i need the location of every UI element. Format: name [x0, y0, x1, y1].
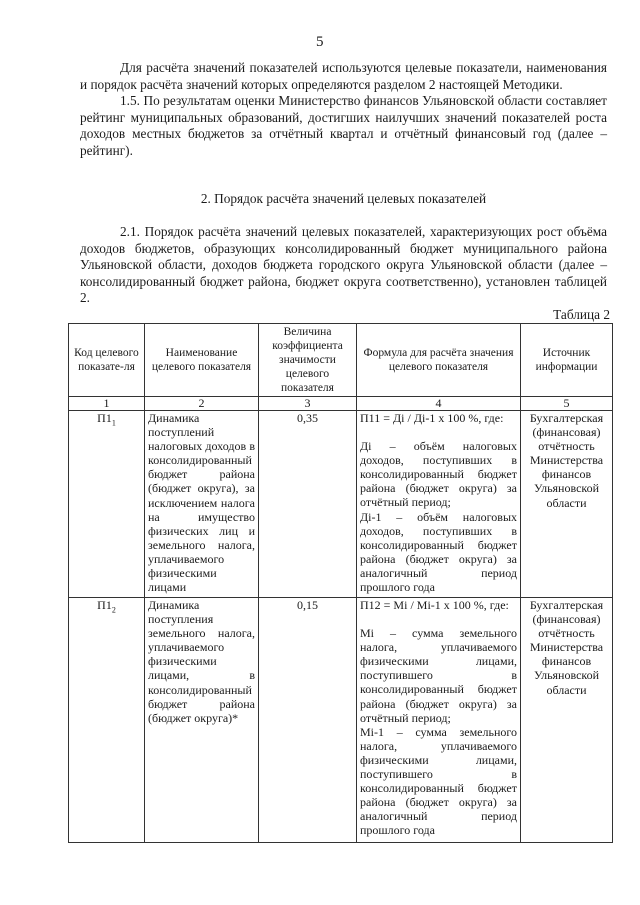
table-header-row [69, 324, 613, 397]
paragraph: Для расчёта значений показателей используются целевые показатели, наименования и порядок расчёта значений которых определяются разделом 2 настоящей Методики. [80, 60, 607, 92]
header-code: Код целевого показате-ля [69, 324, 145, 397]
page-number: 5 [316, 34, 324, 50]
indicator-code: $П1_2$ [69, 598, 145, 843]
indicator-code: $П1_1$ [69, 411, 145, 598]
column-number: 4 [357, 397, 521, 411]
indicators-table [68, 323, 613, 843]
indicator-formula [357, 411, 521, 598]
indicator-source: Бухгалтерская (финансовая) отчётность Министерства финансов Ульяновской области [521, 411, 613, 598]
formula-expression: П12 = Мi / Мi-1 х 100 %, где: [360, 598, 509, 612]
indicator-weight: 0,15 [259, 598, 357, 843]
indicator-name: Динамика поступлений налоговых доходов в консолидированный бюджет района (бюджет округа), за исключением налога на имущество физических лиц и земельного налога, уплачиваемого физическими лицами [145, 411, 259, 598]
column-number: 1 [69, 397, 145, 411]
section-heading: 2. Порядок расчёта значений целевых показателей [200, 191, 487, 206]
formula-definition: Мi-1 – сумма земельного налога, уплачиваемого физическими лицами, поступившего в консолидированный бюджет района (бюджет округа) за аналогичный период прошлого года [360, 724, 517, 838]
formula-expression: П11 = Дi / Дi-1 х 100 %, где: [360, 411, 504, 425]
paragraph: 1.5. По результатам оценки Министерство финансов Ульяновской области составляет рейтинг муниципальных образований, достигших наилучших значений показателей роста доходов местных бюджетов за отчётный квартал и отчётный финансовый год (далее – рейтинг). [80, 93, 607, 158]
header-formula: Формула для расчёта значения целевого показателя [357, 324, 521, 397]
header-weight: Величина коэффициента значимости целевого показателя [259, 324, 357, 397]
paragraph: 2.1. Порядок расчёта значений целевых показателей, характеризующих рост объёма доходов бюджетов, образующих консолидированный бюджет муниципального района Ульяновской области, доходов бюджета городского округа Ульяновской области (далее – консолидированный бюджет района, бюджет округа соответственно), установлен таблицей 2. [80, 224, 607, 305]
formula-definition: Дi-1 – объём налоговых доходов, поступивших в консолидированный бюджет района (бюджет округа) за аналогичный период прошлого года [360, 509, 517, 595]
indicator-formula [357, 598, 521, 843]
column-number: 5 [521, 397, 613, 411]
indicator-weight: 0,35 [259, 411, 357, 598]
formula-definition: Дi – объём налоговых доходов, поступивших в консолидированный бюджет района (бюджет округа) за отчётный период; [360, 439, 517, 510]
indicator-source: Бухгалтерская (финансовая) отчётность Министерства финансов Ульяновской области [521, 598, 613, 843]
intro-text [80, 60, 607, 159]
table-row [69, 598, 613, 843]
table-row [69, 411, 613, 598]
column-number-row [69, 397, 613, 411]
formula-definition: Мi – сумма земельного налога, уплачиваемого физическими лицами, поступившего в консолидированный бюджет района (бюджет округа) за отчётный период; [360, 626, 517, 725]
header-source: Источник информации [521, 324, 613, 397]
section-text [80, 224, 607, 307]
column-number: 3 [259, 397, 357, 411]
indicator-name: Динамика поступления земельного налога, уплачиваемого физическими лицами, в консолидированный бюджет района (бюджет округа)* [145, 598, 259, 843]
table-caption: Таблица 2 [553, 307, 610, 322]
header-name: Наименование целевого показателя [145, 324, 259, 397]
column-number: 2 [145, 397, 259, 411]
